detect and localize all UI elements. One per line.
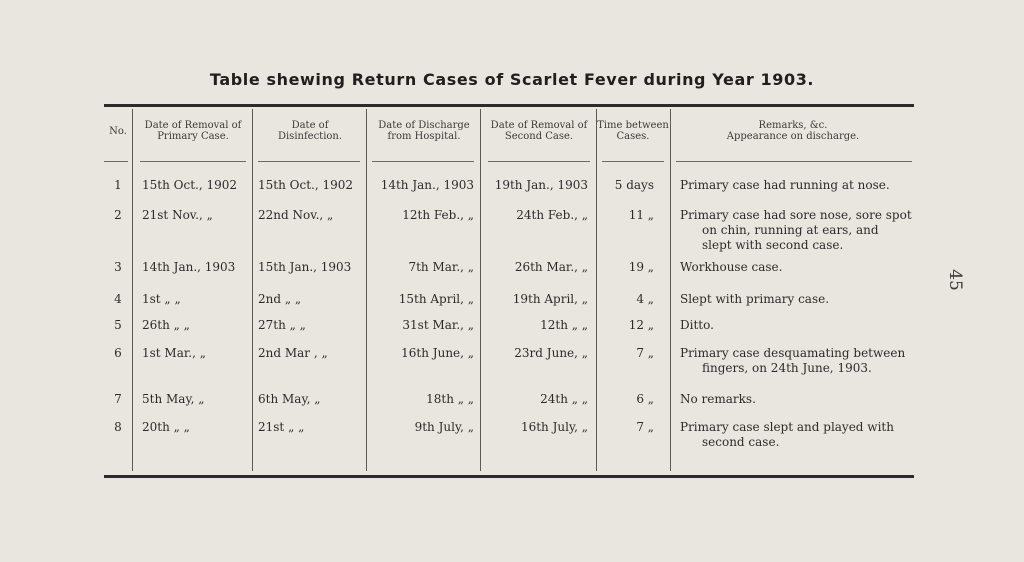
remark-line: on chin, running at ears, and xyxy=(702,223,879,237)
remarks xyxy=(680,178,920,193)
disinfection-date: 6th May, „ xyxy=(258,392,321,406)
second-removal-date: 12th „ „ xyxy=(540,318,588,332)
disinfection-date: 2nd Mar , „ xyxy=(258,346,328,360)
second-removal-date: 24th Feb., „ xyxy=(516,208,588,222)
remark-line: No remarks. xyxy=(680,392,756,406)
remark-line: fingers, on 24th June, 1903. xyxy=(702,361,872,375)
row-number: 1 xyxy=(114,178,122,192)
primary-removal-date: 15th Oct., 1902 xyxy=(142,178,237,192)
header-no xyxy=(104,126,132,137)
column-divider xyxy=(596,109,597,471)
header-line: Appearance on discharge. xyxy=(726,131,860,142)
header-second-removal xyxy=(482,120,596,142)
disinfection-date: 22nd Nov., „ xyxy=(258,208,334,222)
column-divider xyxy=(132,109,133,471)
discharge-date: 12th Feb., „ xyxy=(402,208,474,222)
discharge-date: 15th April, „ xyxy=(398,292,474,306)
row-number: 2 xyxy=(114,208,122,222)
header-remarks xyxy=(672,120,914,142)
header-line: Date of Removal of xyxy=(490,120,588,131)
second-removal-date: 26th Mar., „ xyxy=(514,260,588,274)
header-underline xyxy=(140,161,246,162)
header-line: Date of Discharge xyxy=(378,120,470,131)
remark-line: Primary case slept and played with xyxy=(680,420,894,434)
header-discharge xyxy=(368,120,480,142)
discharge-date: 7th Mar., „ xyxy=(408,260,474,274)
time-between: 11 „ xyxy=(628,208,654,222)
disinfection-date: 15th Jan., 1903 xyxy=(258,260,352,274)
row-number: 8 xyxy=(114,420,122,434)
primary-removal-date: 1st Mar., „ xyxy=(142,346,206,360)
header-line: Date of Removal of xyxy=(144,120,242,131)
remarks xyxy=(680,346,920,376)
table-title: Table shewing Return Cases of Scarlet Fever during Year 1903. xyxy=(209,70,815,89)
remarks xyxy=(680,392,920,407)
disinfection-date: 2nd „ „ xyxy=(258,292,302,306)
second-removal-date: 19th Jan., 1903 xyxy=(494,178,588,192)
bottom-rule xyxy=(104,475,914,478)
primary-removal-date: 21st Nov., „ xyxy=(142,208,213,222)
header-line: Cases. xyxy=(616,131,650,142)
column-divider xyxy=(366,109,367,471)
discharge-date: 18th „ „ xyxy=(426,392,474,406)
remarks xyxy=(680,318,920,333)
header-disinfection xyxy=(254,120,366,142)
row-number: 5 xyxy=(114,318,122,332)
time-between: 5 days xyxy=(614,178,654,192)
time-between: 7 „ xyxy=(636,346,654,360)
remarks xyxy=(680,260,920,275)
scarlet-fever-table xyxy=(104,104,914,478)
column-divider xyxy=(252,109,253,471)
header-underline xyxy=(488,161,590,162)
primary-removal-date: 20th „ „ xyxy=(142,420,190,434)
header-line: Disinfection. xyxy=(277,131,343,142)
second-removal-date: 19th April, „ xyxy=(512,292,588,306)
discharge-date: 9th July, „ xyxy=(414,420,474,434)
page-number: 45 xyxy=(944,269,965,291)
second-removal-date: 16th July, „ xyxy=(520,420,588,434)
remark-line: Ditto. xyxy=(680,318,714,332)
header-line: Remarks, &c. xyxy=(758,120,828,131)
remark-line: Primary case had sore nose, sore spot xyxy=(680,208,912,222)
discharge-date: 16th June, „ xyxy=(401,346,474,360)
disinfection-date: 21st „ „ xyxy=(258,420,305,434)
header-line: Primary Case. xyxy=(157,131,229,142)
row-number: 4 xyxy=(114,292,122,306)
remark-line: Primary case desquamating between xyxy=(680,346,906,360)
disinfection-date: 27th „ „ xyxy=(258,318,306,332)
header-underline xyxy=(676,161,912,162)
time-between: 12 „ xyxy=(628,318,654,332)
remarks xyxy=(680,208,920,253)
primary-removal-date: 1st „ „ xyxy=(142,292,181,306)
second-removal-date: 23rd June, „ xyxy=(514,346,588,360)
remark-line: Workhouse case. xyxy=(680,260,783,274)
header-time-between xyxy=(596,120,670,142)
row-number: 7 xyxy=(114,392,122,406)
disinfection-date: 15th Oct., 1902 xyxy=(258,178,353,192)
header-line: Date of xyxy=(291,120,329,131)
top-rule xyxy=(104,104,914,107)
column-divider xyxy=(480,109,481,471)
header-underline xyxy=(372,161,474,162)
remark-line: Primary case had running at nose. xyxy=(680,178,890,192)
column-divider xyxy=(670,109,671,471)
header-line: from Hospital. xyxy=(387,131,461,142)
header-no-text: No. xyxy=(109,126,127,137)
header-line: Time between xyxy=(597,120,669,131)
row-number: 3 xyxy=(114,260,122,274)
header-primary-removal xyxy=(134,120,252,142)
time-between: 7 „ xyxy=(636,420,654,434)
remark-line: slept with second case. xyxy=(702,238,844,252)
remark-line: second case. xyxy=(702,435,780,449)
time-between: 19 „ xyxy=(628,260,654,274)
primary-removal-date: 14th Jan., 1903 xyxy=(142,260,236,274)
second-removal-date: 24th „ „ xyxy=(540,392,588,406)
header-underline xyxy=(258,161,360,162)
header-line: Second Case. xyxy=(504,131,574,142)
time-between: 4 „ xyxy=(636,292,654,306)
remarks xyxy=(680,292,920,307)
remarks xyxy=(680,420,920,450)
header-underline xyxy=(602,161,664,162)
primary-removal-date: 26th „ „ xyxy=(142,318,190,332)
row-number: 6 xyxy=(114,346,122,360)
discharge-date: 14th Jan., 1903 xyxy=(380,178,474,192)
remark-line: Slept with primary case. xyxy=(680,292,830,306)
time-between: 6 „ xyxy=(636,392,654,406)
primary-removal-date: 5th May, „ xyxy=(142,392,205,406)
header-underline xyxy=(104,161,128,162)
discharge-date: 31st Mar., „ xyxy=(402,318,474,332)
